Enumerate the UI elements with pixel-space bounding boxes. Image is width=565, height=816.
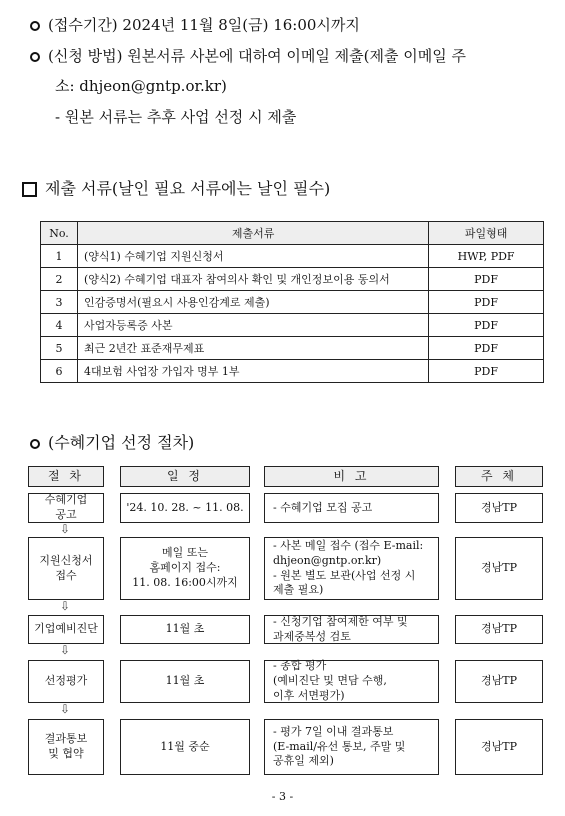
row-no: 4 (41, 314, 78, 337)
step-box-text (39, 554, 92, 584)
owner-box (455, 719, 543, 775)
deadline-line (30, 14, 360, 35)
schedule-box-text (166, 674, 205, 689)
step-box (28, 719, 104, 775)
note-box (264, 719, 439, 775)
row-file-type: PDF (429, 314, 544, 337)
col-note: 비 고 (264, 466, 439, 487)
step-box-text (34, 622, 98, 637)
step-box (28, 537, 104, 600)
schedule-box-line: 11월 초 (165, 622, 205, 636)
down-arrow-icon: ⇩ (60, 643, 71, 657)
schedule-box (120, 660, 250, 703)
method-line-2: 소: dhjeon@gntp.or.kr) (55, 77, 227, 95)
row-no: 1 (41, 245, 78, 268)
note-box-line: - 신청기업 참여제한 여부 및 (273, 614, 408, 628)
circle-bullet-icon (30, 52, 40, 62)
col-document: 제출서류 (77, 222, 428, 245)
row-no: 2 (41, 268, 78, 291)
step-box (28, 615, 104, 644)
step-box-text (45, 674, 88, 689)
schedule-box-text (166, 622, 205, 637)
step-box (28, 660, 104, 703)
documents-heading (22, 176, 330, 199)
schedule-box-line: 홈페이지 접수: (149, 561, 221, 575)
procedure-heading-text: (수혜기업 선정 절차) (48, 433, 195, 452)
row-file-type: PDF (429, 268, 544, 291)
row-file-type: PDF (429, 360, 544, 383)
circle-bullet-icon (30, 21, 40, 31)
schedule-box-text (160, 740, 209, 755)
down-arrow-icon: ⇩ (60, 702, 71, 716)
page-number: - 3 - (271, 790, 294, 803)
note-box-line: (E-mail/유선 통보, 주말 및 (273, 739, 406, 753)
note-box-text (273, 659, 387, 704)
step-box-line: 수혜기업 (44, 493, 88, 507)
owner-box-text: 경남TP (481, 739, 517, 753)
schedule-box (120, 719, 250, 775)
table-row (41, 314, 544, 337)
note-box-text (273, 725, 405, 770)
note-box-line: - 원본 별도 보관(사업 선정 시 (273, 568, 416, 582)
schedule-box-text (126, 501, 243, 516)
note-box-line: - 종합 평가 (273, 659, 327, 673)
row-document: (양식1) 수혜기업 지원신청서 (77, 245, 428, 268)
step-box-line: 공고 (55, 508, 77, 521)
note-box (264, 537, 439, 600)
step-box-line: 기업예비진단 (34, 622, 98, 636)
table-row (41, 268, 544, 291)
owner-box-text: 경남TP (481, 622, 517, 636)
row-document: 인감증명서(필요시 사용인감계로 제출) (77, 291, 428, 314)
note-box-text (273, 539, 423, 598)
note-box-line: 제출 필요) (273, 583, 324, 597)
owner-box-text: 경남TP (481, 500, 517, 514)
col-owner: 주 체 (455, 466, 543, 487)
step-box (28, 493, 104, 523)
documents-table (40, 221, 544, 383)
owner-box (455, 615, 543, 644)
row-no: 6 (41, 360, 78, 383)
schedule-box-line: 메일 또는 (161, 546, 208, 560)
method-text: (신청 방법) 원본서류 사본에 대하여 이메일 제출(제출 이메일 주 (48, 47, 466, 65)
schedule-box-line: 11월 중순 (160, 739, 210, 753)
note-box-line: - 수혜기업 모집 공고 (273, 500, 373, 514)
note-box-text (273, 615, 408, 645)
note-box (264, 615, 439, 644)
circle-bullet-icon (30, 439, 40, 449)
owner-box (455, 660, 543, 703)
row-document: 최근 2년간 표준재무제표 (77, 337, 428, 360)
deadline-text: (접수기간) 2024년 11월 8일(금) 16:00시까지 (48, 16, 360, 34)
down-arrow-icon: ⇩ (60, 599, 71, 613)
owner-box-text: 경남TP (481, 561, 517, 575)
table-row (41, 360, 544, 383)
row-document: (양식2) 수혜기업 대표자 참여의사 확인 및 개인정보이용 동의서 (77, 268, 428, 291)
step-box-line: 및 협약 (48, 747, 84, 760)
col-schedule: 일 정 (120, 466, 250, 487)
row-document: 4대보험 사업장 가입자 명부 1부 (77, 360, 428, 383)
row-file-type: PDF (429, 337, 544, 360)
schedule-box (120, 493, 250, 523)
documents-header-row (41, 222, 544, 245)
schedule-box-line: '24. 10. 28. ~ 11. 08. (126, 500, 244, 514)
table-row (41, 245, 544, 268)
note-box-line: - 사본 메일 접수 (접수 E-mail: (273, 538, 424, 552)
original-docs-note: - 원본 서류는 추후 사업 선정 시 제출 (55, 108, 297, 126)
schedule-box-line: 11. 08. 16:00시까지 (132, 575, 238, 589)
col-no: No. (41, 222, 78, 245)
schedule-box-text (132, 546, 238, 591)
row-file-type: PDF (429, 291, 544, 314)
note-box-line: 과제중복성 검토 (273, 629, 351, 643)
owner-box-text: 경남TP (481, 674, 517, 688)
note-box-line: dhjeon@gntp.or.kr) (273, 553, 382, 567)
step-box-line: 접수 (55, 568, 77, 582)
step-box-text (45, 493, 88, 523)
owner-box (455, 537, 543, 600)
note-box-line: 이후 서면평가) (273, 688, 345, 702)
checkbox-square-icon (22, 182, 37, 197)
row-file-type: HWP, PDF (429, 245, 544, 268)
col-step: 절 차 (28, 466, 104, 487)
step-box-line: 지원신청서 (39, 553, 93, 567)
schedule-box-line: 11월 초 (165, 674, 205, 688)
note-box-line: (예비진단 및 면담 수행, (273, 674, 387, 688)
note-box-text (273, 501, 372, 516)
note-box (264, 493, 439, 523)
method-line (30, 45, 466, 66)
owner-box (455, 493, 543, 523)
row-document: 사업자등록증 사본 (77, 314, 428, 337)
down-arrow-icon: ⇩ (60, 522, 71, 536)
schedule-box (120, 537, 250, 600)
col-file-type: 파일형태 (429, 222, 544, 245)
table-row (41, 291, 544, 314)
note-box-line: - 평가 7일 이내 결과통보 (273, 724, 394, 738)
procedure-heading (30, 430, 194, 453)
schedule-box (120, 615, 250, 644)
step-box-line: 선정평가 (44, 674, 88, 688)
note-box (264, 660, 439, 703)
step-box-line: 결과통보 (44, 732, 88, 746)
row-no: 5 (41, 337, 78, 360)
table-row (41, 337, 544, 360)
note-box-line: 공휴일 제외) (273, 754, 334, 768)
step-box-text (45, 732, 88, 762)
documents-heading-text: 제출 서류(날인 필요 서류에는 날인 필수) (45, 179, 331, 198)
row-no: 3 (41, 291, 78, 314)
